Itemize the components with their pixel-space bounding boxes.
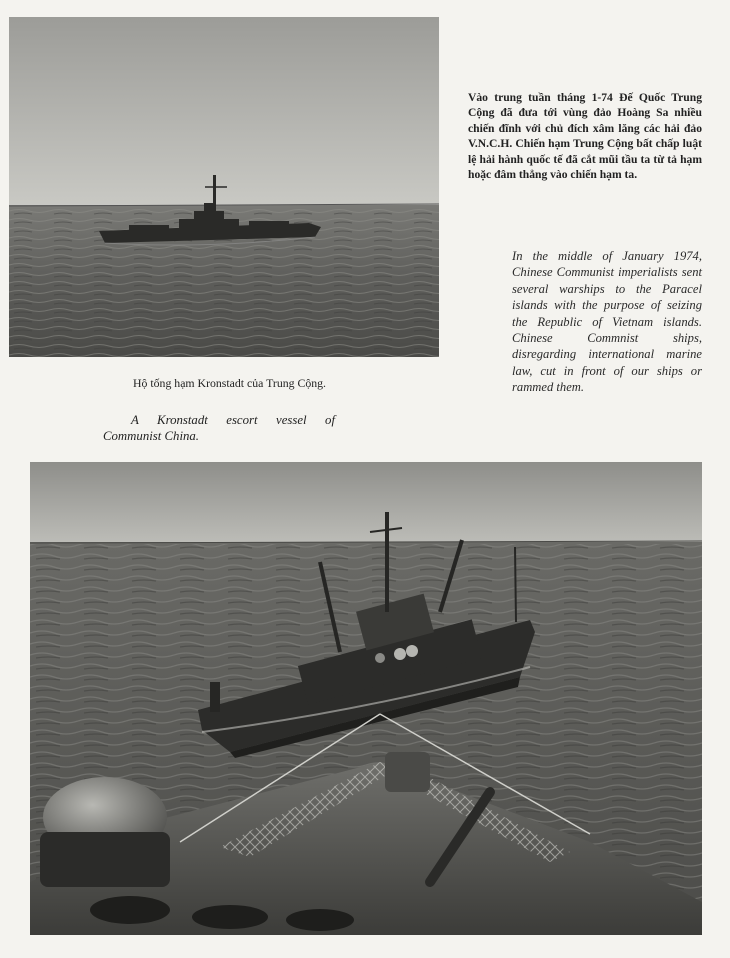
sky: [9, 17, 439, 207]
trawler-photo-graphic: [30, 462, 702, 935]
top-photo-caption-english: [103, 412, 335, 444]
top-photo-caption-vietnamese: [103, 375, 335, 391]
vietnamese-paragraph-text: Vào trung tuần tháng 1-74 Đế Quốc Trung Cộng đã đưa tới vùng đảo Hoàng Sa nhiều chiến đĩnh với chủ đích xâm lăng các hải đảo V.N.C.H. Chiến hạm Trung Cộng bất chấp luật lệ hải hành quốc tế đã cắt mũi tầu ta từ tả hạm hoặc đâm thẳng vào chiến hạm ta.: [468, 91, 702, 182]
kronstadt-photo-graphic: [9, 17, 439, 357]
sky: [30, 462, 702, 544]
english-paragraph-text: In the middle of January 1974, Chinese Communist imperialists sent several warships to the Paracel islands with the purpose of seizing the Republic of Vietnam islands. Chinese Commnist ships, disregarding international marine law, cut in front of our ships or rammed them.: [512, 249, 702, 395]
caption-english-text: A Kronstadt escort vessel of Communist China.: [103, 413, 335, 443]
english-paragraph: [512, 248, 702, 396]
caption-vietnamese-text: Hộ tống hạm Kronstadt của Trung Cộng.: [133, 376, 327, 390]
trawler-bow-view-photo: [30, 462, 702, 935]
kronstadt-escort-photo: [9, 17, 439, 357]
vietnamese-paragraph: [468, 90, 702, 182]
